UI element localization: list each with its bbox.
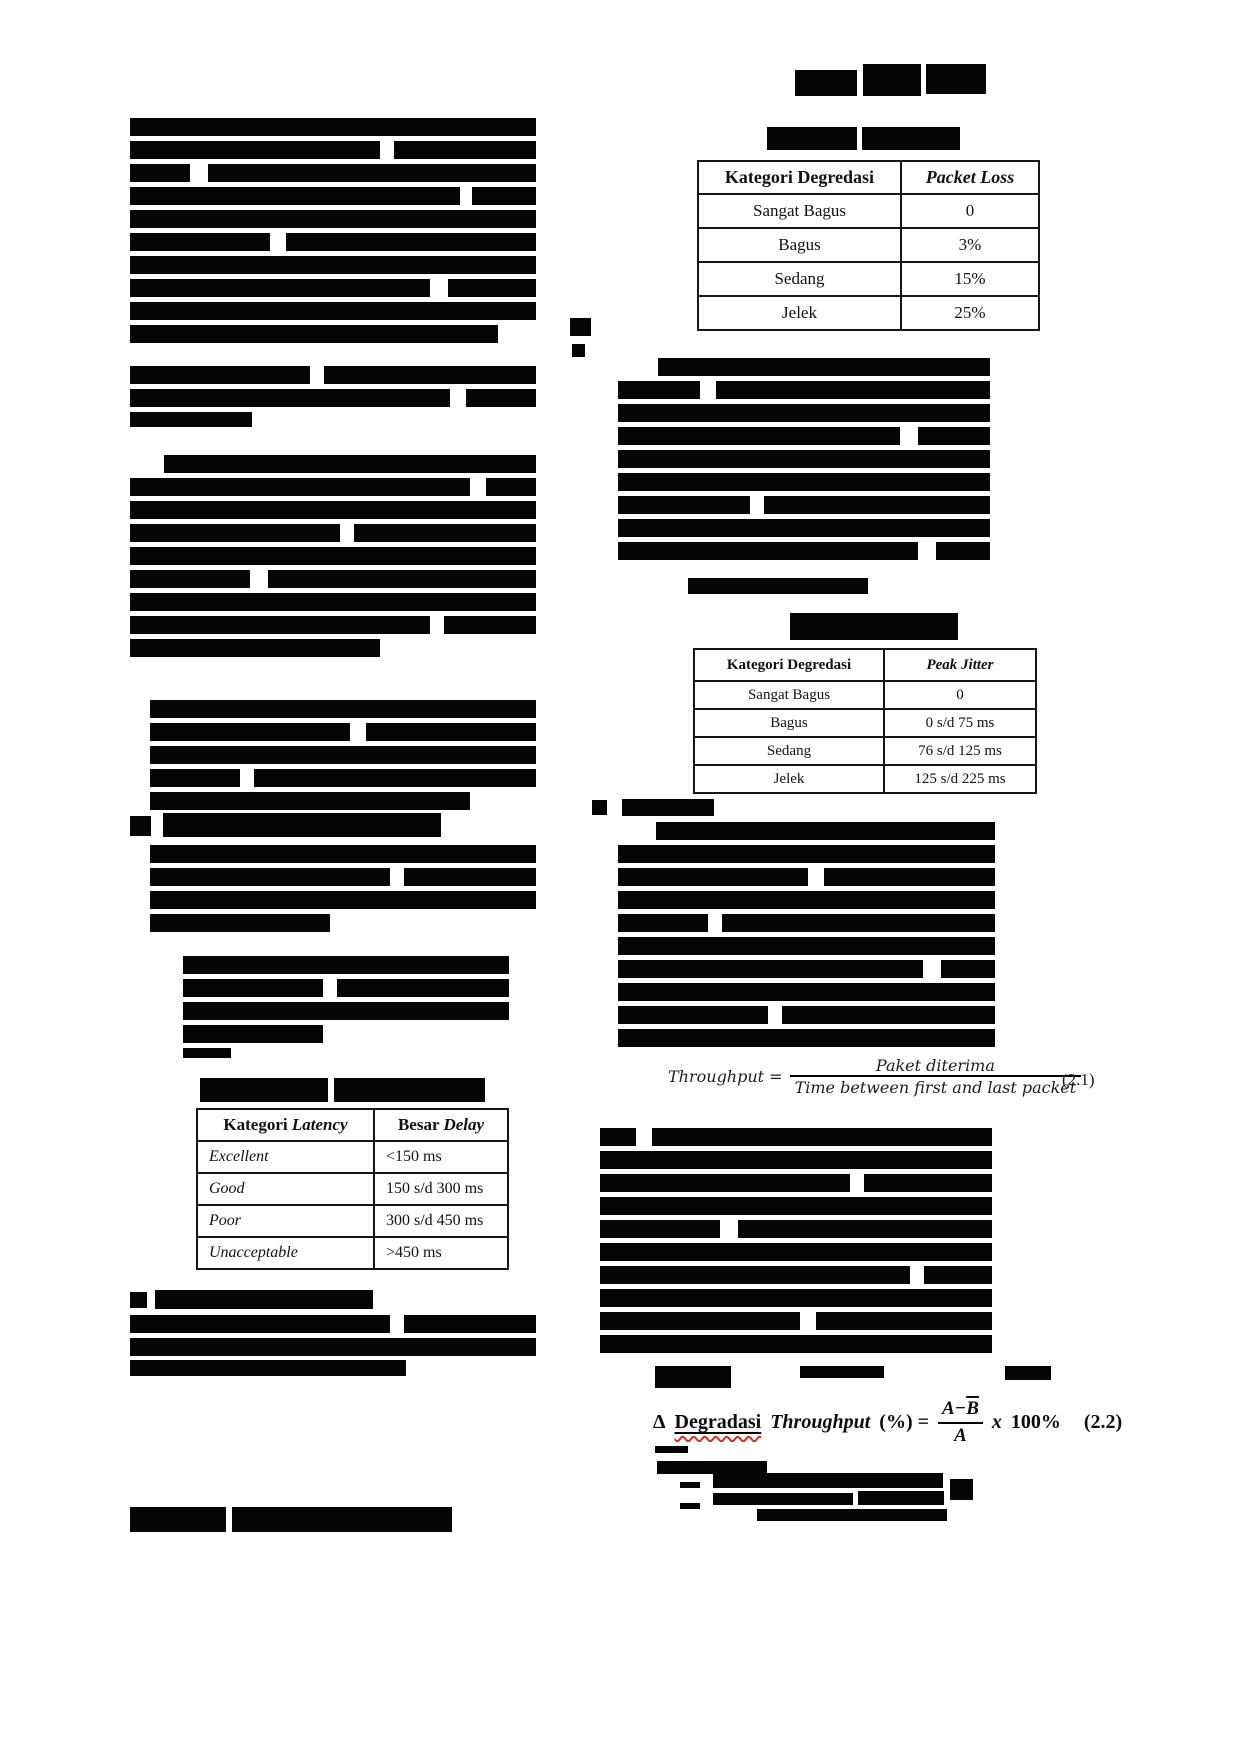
table-cell: Jelek: [694, 765, 884, 793]
header-text: Kategori: [223, 1115, 292, 1134]
redacted-paragraph: [150, 845, 536, 932]
table-cell: 76 s/d 125 ms: [884, 737, 1036, 765]
table-row: [694, 709, 1036, 737]
fraction: [790, 1056, 1082, 1097]
redacted-line: [1005, 1366, 1051, 1380]
header-kategori-latency: [197, 1109, 374, 1141]
notch: [430, 616, 444, 634]
table-row: [197, 1237, 508, 1269]
list-bullet-square: [130, 816, 151, 836]
equation-equals: (%) =: [879, 1411, 929, 1434]
table-row: [698, 296, 1039, 330]
notch: [720, 1220, 738, 1238]
notch: [923, 960, 941, 978]
table-row: [698, 194, 1039, 228]
redacted-table-caption: [767, 127, 857, 150]
redacted-paragraph: [130, 118, 536, 343]
redacted-section-number: [572, 344, 585, 357]
table-cell: 125 s/d 225 ms: [884, 765, 1036, 793]
notch: [390, 868, 404, 886]
notch: [700, 381, 716, 399]
table-cell: 0: [901, 194, 1039, 228]
notch: [618, 358, 658, 376]
redacted-table-caption: [790, 613, 958, 640]
header-besar-delay: [374, 1109, 508, 1141]
notch: [270, 233, 286, 251]
notch: [636, 1128, 652, 1146]
notch: [310, 366, 324, 384]
notch: [708, 914, 722, 932]
redacted-section-number: [570, 318, 591, 336]
table-cell: 15%: [901, 262, 1039, 296]
redacted-line: [183, 1048, 231, 1058]
header-kategori-degredasi: Kategori Degredasi: [698, 161, 901, 194]
notch: [470, 792, 536, 810]
table-cell: Excellent: [197, 1141, 374, 1173]
table-cell: 3%: [901, 228, 1039, 262]
table-header-row: [694, 649, 1036, 681]
notch: [910, 1266, 924, 1284]
list-dash: [680, 1503, 700, 1509]
fraction-numerator: Paket diterima: [875, 1056, 995, 1075]
table-cell: <150 ms: [374, 1141, 508, 1173]
notch: [918, 542, 936, 560]
table-cell: 300 s/d 450 ms: [374, 1205, 508, 1237]
notch: [190, 164, 208, 182]
equation-number: (2.1): [1062, 1070, 1095, 1089]
table-row: [694, 765, 1036, 793]
table-header-row: [197, 1109, 508, 1141]
table-cell: 0: [884, 681, 1036, 709]
fraction-denominator: Time between first and last packet: [790, 1075, 1082, 1097]
list-dash: [680, 1482, 700, 1488]
notch: [808, 868, 824, 886]
notch: [130, 455, 164, 473]
equation-word-degradasi: Degradasi: [674, 1411, 762, 1434]
table-row: [698, 262, 1039, 296]
redacted-line: [130, 1360, 406, 1376]
redacted-fragment: [655, 1446, 688, 1453]
redacted-paragraph: [150, 700, 536, 810]
notch: [800, 1312, 816, 1330]
equation-throughput: [668, 1056, 1081, 1097]
redacted-footer: [130, 1507, 226, 1532]
table-row: [197, 1141, 508, 1173]
redacted-paragraph: [130, 366, 536, 407]
notch: [350, 723, 366, 741]
redacted-line: [757, 1509, 947, 1521]
notch: [250, 570, 268, 588]
notch: [470, 478, 486, 496]
table-cell: 0 s/d 75 ms: [884, 709, 1036, 737]
redacted-running-header: [795, 70, 857, 96]
notch: [768, 1006, 782, 1024]
equation-number: (2.2): [1083, 1411, 1123, 1434]
notch: [450, 389, 466, 407]
table-cell: Sangat Bagus: [698, 194, 901, 228]
redacted-line: [713, 1493, 853, 1505]
notch: [430, 279, 448, 297]
notch: [750, 496, 764, 514]
redacted-paragraph: [183, 956, 509, 1020]
table-row: [197, 1205, 508, 1237]
multiplication-x: x: [991, 1411, 1002, 1434]
header-text-italic: Delay: [443, 1115, 485, 1134]
header-peak-jitter: Peak Jitter: [884, 649, 1036, 681]
redacted-line: [858, 1491, 944, 1505]
equation-degradasi-throughput: [653, 1398, 1122, 1448]
table-row: [698, 228, 1039, 262]
redacted-heading: [622, 799, 714, 816]
table-latency: [196, 1108, 509, 1270]
delta-symbol: Δ: [653, 1411, 666, 1434]
redacted-paragraph: [618, 358, 990, 560]
redacted-heading: [155, 1290, 373, 1309]
header-text-italic: Latency: [291, 1115, 348, 1134]
notch: [380, 639, 536, 657]
notch: [390, 1315, 404, 1333]
redacted-line: [800, 1366, 884, 1378]
redacted-line: [688, 578, 868, 594]
redacted-table-caption: [862, 127, 960, 150]
spellcheck-wavy-underline: [675, 1411, 762, 1434]
redacted-line: [713, 1473, 943, 1488]
fraction: [938, 1398, 983, 1448]
redacted-line: [130, 412, 252, 427]
table-cell: Sedang: [694, 737, 884, 765]
redacted-line: [183, 1025, 323, 1043]
table-packet-loss: [697, 160, 1040, 331]
redacted-table-caption: [200, 1078, 328, 1102]
notch: [340, 524, 354, 542]
redacted-paragraph: [600, 1128, 992, 1353]
redacted-section-number: [592, 800, 607, 815]
redacted-footer: [232, 1507, 452, 1532]
table-row: [197, 1173, 508, 1205]
table-cell: 150 s/d 300 ms: [374, 1173, 508, 1205]
notch: [380, 141, 394, 159]
table-peak-jitter: [693, 648, 1037, 794]
table-cell: Bagus: [698, 228, 901, 262]
notch: [330, 914, 536, 932]
table-cell: Sangat Bagus: [694, 681, 884, 709]
header-kategori-degredasi: Kategori Degredasi: [694, 649, 884, 681]
table-cell: Sedang: [698, 262, 901, 296]
redacted-line: [163, 813, 441, 837]
header-text: Besar: [397, 1115, 444, 1134]
list-bullet-square: [130, 1292, 147, 1308]
equation-lhs: Throughput =: [668, 1067, 783, 1087]
table-cell: >450 ms: [374, 1237, 508, 1269]
redacted-running-header: [863, 64, 921, 96]
fraction-numerator: [938, 1398, 983, 1424]
redacted-table-caption: [334, 1078, 485, 1102]
table-cell: Good: [197, 1173, 374, 1205]
redacted-paragraph: [130, 1315, 536, 1356]
table-row: [694, 681, 1036, 709]
table-cell: Jelek: [698, 296, 901, 330]
notch: [900, 427, 918, 445]
table-cell: Poor: [197, 1205, 374, 1237]
table-row: [694, 737, 1036, 765]
notch: [323, 979, 337, 997]
numerator-b-overline: $\overline{B}$: [966, 1398, 979, 1419]
table-cell: Unacceptable: [197, 1237, 374, 1269]
equation-word-throughput: Throughput: [770, 1411, 871, 1434]
notch: [498, 325, 536, 343]
redacted-paragraph: [618, 822, 995, 1047]
equation-percent-value: 100%: [1010, 1411, 1061, 1434]
numerator-a: A−: [942, 1398, 967, 1419]
notch: [240, 769, 254, 787]
table-cell: 25%: [901, 296, 1039, 330]
notch: [460, 187, 472, 205]
redacted-square: [950, 1479, 973, 1500]
header-packet-loss: Packet Loss: [901, 161, 1039, 194]
notch: [850, 1174, 864, 1192]
redacted-running-header: [926, 64, 986, 94]
fraction-denominator: A: [954, 1424, 967, 1446]
notch: [618, 822, 656, 840]
table-cell: Bagus: [694, 709, 884, 737]
redacted-paragraph: [130, 455, 536, 657]
redacted-line: [655, 1366, 731, 1388]
table-header-row: [698, 161, 1039, 194]
